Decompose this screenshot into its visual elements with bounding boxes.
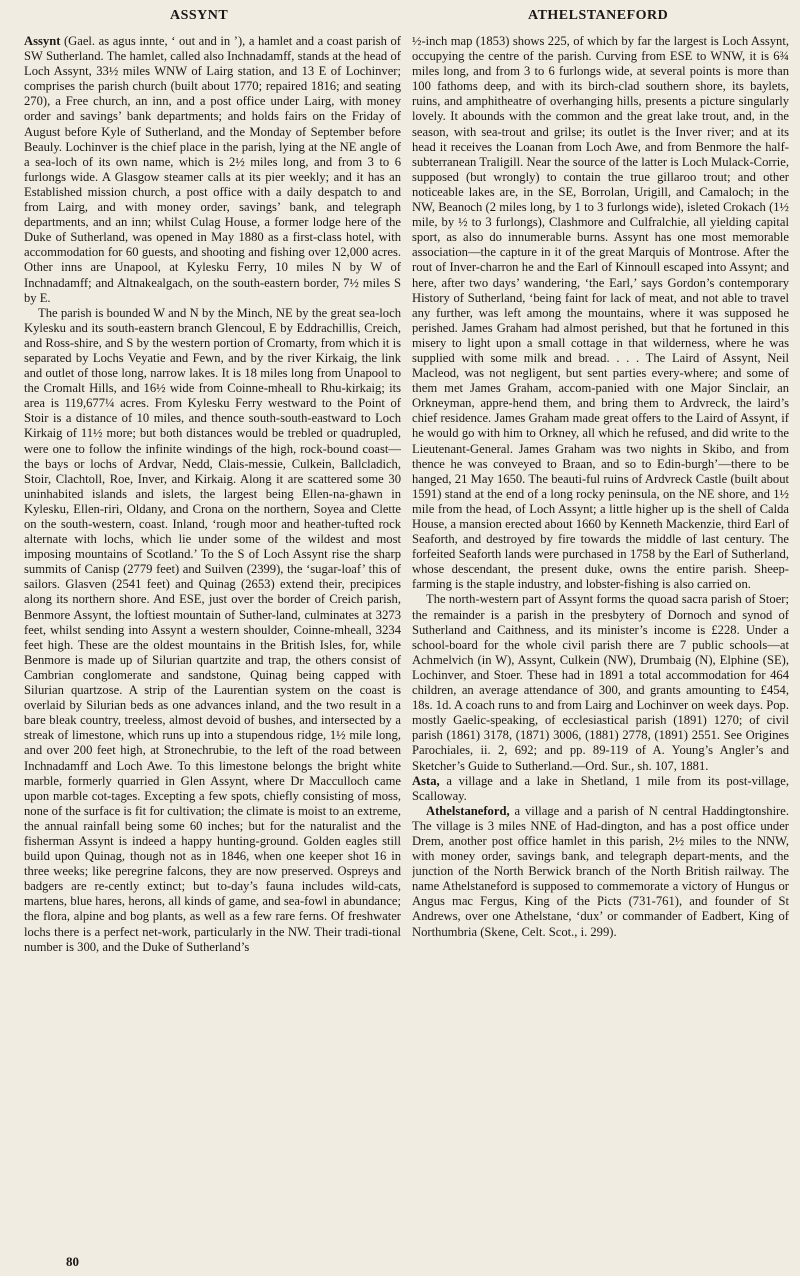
- entry-headword: Asta,: [412, 773, 440, 788]
- paragraph-quoad-sacra: The north-western part of Assynt forms the quoad sacra parish of Stoer; the remainder is a parish in the presbytery of Dornoch and synod of Sutherland and Caithness, and its minister’s income is £228. Under a school-board for the whole civil parish there are 7 public schools—at Achmelvich (in W), Assynt, Culkein (NW), Drumbaig (N), Elphine (SE), Lochinver, and Stoer. These had in 1891 a total accommodation for 464 children, an average attendance of 300, and grants amounting to £454, 18s. 1d. A coach runs to and from Lairg and Lochinver on week days. Pop. mostly Gaelic-speaking, of ecclesiastical parish (1891) 1270; of civil parish (1861) 3178, (1871) 3006, (1881) 2778, (1891) 2551. See Origines Parochiales, ii. 2, 692; and pp. 89-119 of A. Young’s Angler’s and Sketcher’s Guide to Sutherland.—Ord. Sur., sh. 107, 1881.: [412, 592, 789, 773]
- paragraph-parish-boundaries: The parish is bounded W and N by the Minch, NE by the great sea-loch Kylesku and its south-eastern branch Glencoul, E by Eddrachillis, Creich, and Ross-shire, and S by the western portion of Cromarty, from which it is separated by Lochs Veyatie and Fewn, and by the river Kirkaig, the link and outlet of those long, narrow lakes. It is 18 miles long from Unapool to the Cromalt Hills, and 16½ wide from Coinne-mheall to Rhu-kirkaig; its area is 119,677¼ acres. From Kylesku Ferry westward to the Point of Stoir is a distance of 10 miles, and thence south-south-eastward to Loch Kirkaig of 11½ more; but both distances would be trebled or quadrupled, were one to follow the infinite windings of the high, rock-bound coast—the bays or lochs of Ardvar, Nedd, Clais-messie, Culkein, Ballcladich, Stoir, Clachtoll, Roe, Inver, and Kirkaig. Along it are scattered some 30 uninhabited islands and islets, the largest being Ellen-na-ghawn in Kylesku, Ellen-riri, Oldany, and Crona on the northern, Soyea and Clette on the south-western, coast. Inland, ‘rough moor and heather-tufted rock alternate with lochs, which lie under some of the wildest and most imposing mountains of Scotland.’ To the S of Loch Assynt rise the sharp summits of Canisp (2779 feet) and Suilven (2399), the ‘sugar-loaf’ this of sailors. Glasven (2541 feet) and Quinag (2653) extend their, precipices along its northern shore. And ESE, just over the border of Creich parish, Benmore Assynt, the loftiest mountain of Suther-land, culminates at 3273 feet, whilst sending into Assynt a western shoulder, Coinne-mheall, 3234 feet high. These are the oldest mountains in the British Isles, for, while Benmore is made up of Silurian quartzite and trap, the others consist of Cambrian conglomerate and sandstone, Quinag being capped with Silurian quartzose. A strip of the Laurentian system on the coast is overlaid by Silurian beds as one advances inland, and the two result in a bare bleak country, treeless, almost devoid of bushes, and intersected by a streak of limestone, which runs up into a stupendous ridge, 1½ mile long, and over 200 feet high, at Stronechrubie, to the left of the road between Inchnadamff and Loch Awe. To this limestone belongs the bright white marble, formerly quarried in Glen Assynt, where Dr Macculloch came upon marble cot-tages. Excepting a few spots, chiefly consisting of moss, none of the surface is fit for cultivation; the climate is moist to an extreme, the annual rainfall being some 60 inches; but for the naturalist and the fisherman Assynt is indeed a happy hunting-ground. Golden eagles still build upon Quinag, though not as in 1846, when one keeper shot 16 in three weeks; like peregrine falcons, they are now preserved. Ospreys and badgers are re-cently extinct; but to-day’s fauna includes wild-cats, martens, blue hares, herons, all kinds of game, and sea-fowl in abundance; the flora, alpine and bog plants, as well as a few rare ferns. Of freshwater lochs there is a perfect net-work, particularly in the NW. Their tradi-tional number is 300, and the Duke of Sutherland’s: [24, 305, 401, 954]
- entry-text: a village and a parish of N central Haddingtonshire. The village is 3 miles NNE of Had-dington, and has a post office under Drem, another post office hamlet in this parish, 2½ miles to the NNW, with money order, savings bank, and telegraph depart-ments, and the junction of the North Berwick branch of the North British railway. The name Athelstaneford is supposed to commemorate a victory of Hungus or Angus mac Fergus, King of the Picts (731-761), and founder of St Andrews, over one Athelstane, ‘dux’ or commander of Eadbert, King of Northumbria (Skene, Celt. Scot., i. 299).: [412, 803, 789, 939]
- entry-headword: Athelstaneford,: [426, 803, 510, 818]
- entry-text: a village and a lake in Shetland, 1 mile from its post-village, Scalloway.: [412, 773, 789, 803]
- entry-text: (Gael. as agus innte, ‘ out and in ’), a hamlet and a coast parish of SW Sutherland. The hamlet, called also Inchnadamff, stands at the head of Loch Assynt, 33½ miles WNW of Lairg station, and 13 E of Lochinver; comprises the parish church (built about 1770; repaired 1816; and seating 270), a Free church, an inn, and a post office under Lairg, with money order and savings’ bank departments; and holds fairs on the Friday of August before Kyle of Sutherland, and the Monday of September before Beauly. Lochinver is the chief place in the parish, lying at the NE angle of a sea-loch of its own name, which is 2½ miles long, and from 3 to 6 furlongs wide. A Glasgow steamer calls at its pier weekly; and it has an Established mission church, a post office with a daily despatch to and from Lairg, and with money order, savings’ bank, and telegraph departments, and an inn; whilst Culag House, a former lodge here of the Duke of Sutherland, was opened in May 1880 as a first-class hotel, with accommodation for 60 guests, and shooting and fishing over 12,000 acres. Other inns are Unapool, at Kylesku Ferry, 10 miles N by W of Inchnadamff; and Altnakealgach, on the south-eastern border, 7½ miles S by E.: [24, 34, 401, 305]
- entry-asta: [412, 774, 789, 804]
- running-head-left: ASSYNT: [170, 8, 229, 23]
- left-column: [24, 34, 401, 1252]
- right-column: [412, 34, 789, 1252]
- running-head: [0, 8, 800, 26]
- entry-assynt: [24, 34, 401, 306]
- paragraph-lochs-and-montrose: ½-inch map (1853) shows 225, of which by far the largest is Loch Assynt, occupying the centre of the parish. Curving from ESE to WNW, it is 6¾ miles long, and from 3 to 6 furlongs wide, at several points is more than 100 fathoms deep, and with its birch-clad southern shore, its baylets, ruins, and amphitheatre of overhanging hills, presents a picture singularly lovely. It abounds with the common and the great lake trout, and, in the season, with sea-trout and grilse; its outlet is the Inver river; and at its head it receives the Loanan from Loch Awe, and from Benmore the half-subterranean Traligill. Near the source of the latter is Loch Mulack-Corrie, supposed (but wrongly) to contain the true gillaroo trout; and other noticeable lakes are, in the SE, Borrolan, Urigill, and Camaloch; in the NW, Beanoch (2 miles long, by 1 to 3 furlongs wide), isleted Crokach (1½ mile, by ½ to 3 furlongs), Clashmore and Culfralchie, all yielding capital sport, as also do innumerable burns. Assynt has one most memorable association—the capture in it of the great Marquis of Montrose. After the rout of Inver-charron he and the Earl of Kinnoull escaped into Assynt; and here, after two days’ wandering, ‘the Earl,’ says Gordon’s contemporary History of Sutherland, ‘being faint for lack of meat, and not able to travel any further, was left among the mountains, where it was supposed he perished. James Graham had almost perished, but that he fortuned in this misery to light upon a small cottage in that wilderness, where he was supplied with some milk and bread. . . . The Laird of Assynt, Neil Macleod, was not negligent, but sent parties every-where; and some of them met James Graham, accom-panied with one Major Sinclair, an Orkneyman, appre-hend them, and bring them to Ardvreck, the laird’s chief residence. James Graham made great offers to the Laird of Assynt, if he would go with him to Orkney, all which he refused, and did write to the Lieutenant-General. James Graham was two nights in Skibo, and from thence he was conveyed to Braan, and so to Edin-burgh’—there to be hanged, 21 May 1650. The beauti-ful ruins of Ardvreck Castle (built about 1591) stand at the end of a long rocky peninsula, on the NE shore, and 1½ mile from the head, of Loch Assynt; a little higher up is the shell of Calda House, a mansion erected about 1660 by Kenneth Mackenzie, third Earl of Seaforth, and destroyed by fire towards the middle of last century. The forfeited Seaforth lands were purchased in 1758 by the Earl of Sutherland, whose descendant, the present duke, owns the entire parish. Sheep-farming is the staple industry, and lobster-fishing is also carried on.: [412, 34, 789, 592]
- page-number: 80: [66, 1254, 79, 1269]
- entry-athelstaneford: [412, 804, 789, 940]
- running-head-right: ATHELSTANEFORD: [528, 8, 669, 23]
- entry-headword: Assynt: [24, 34, 61, 48]
